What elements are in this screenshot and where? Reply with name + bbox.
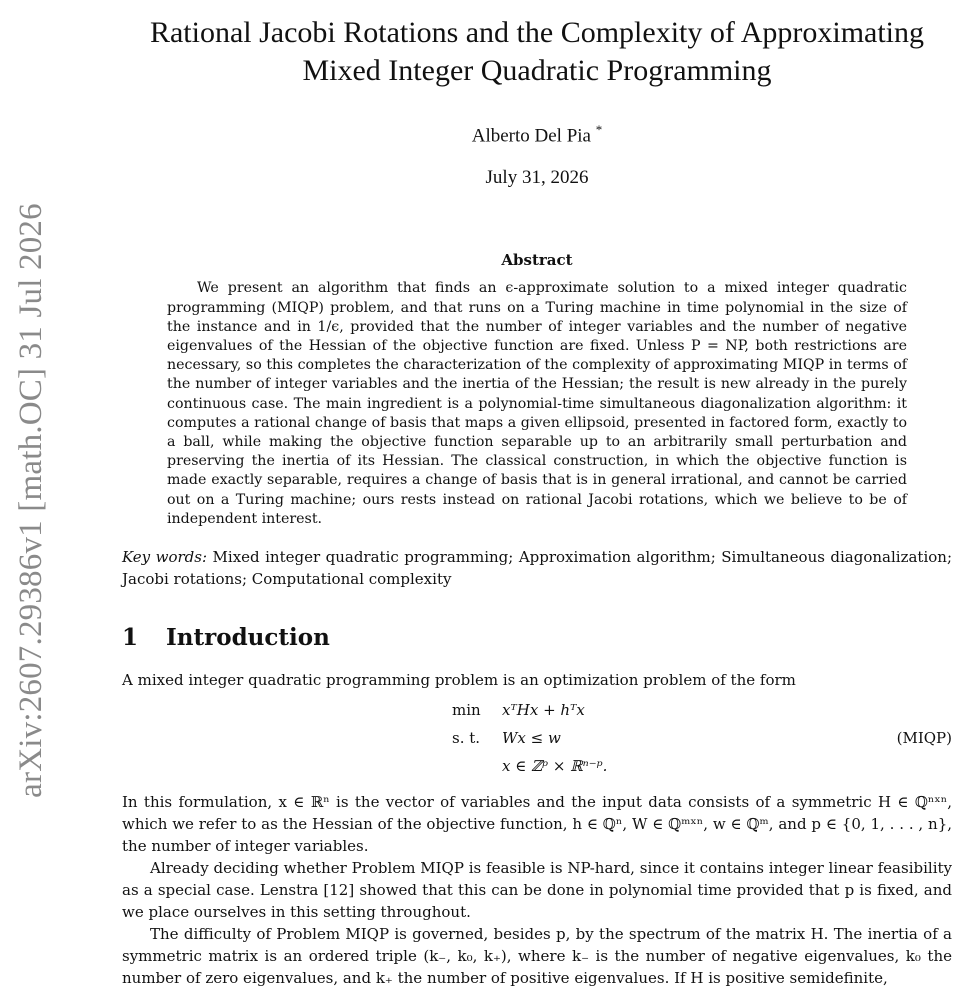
keywords xyxy=(122,546,952,590)
paper-date: July 31, 2026 xyxy=(485,167,589,189)
problem-label-min: min xyxy=(452,700,481,719)
title-line-1: Rational Jacobi Rotations and the Complexity of Approximating xyxy=(149,16,925,49)
title-line-2: Mixed Integer Quadratic Programming xyxy=(302,54,772,87)
paper-page xyxy=(122,0,952,989)
problem-domain: x ∈ ℤᵖ × ℝⁿ⁻ᵖ. xyxy=(502,756,608,775)
intro-paragraph-1: A mixed integer quadratic programming problem is an optimization problem of the form xyxy=(122,670,796,689)
problem-row-objective xyxy=(452,701,585,719)
problem-label-st: s. t. xyxy=(452,728,481,747)
problem-row-constraint xyxy=(452,729,561,747)
keywords-text: Mixed integer quadratic programming; Approximation algorithm; Simultaneous diagonalization; Jacobi rotations; Computational complexity xyxy=(122,547,953,588)
problem-constraint: Wx ≤ w xyxy=(502,728,561,747)
section-number: 1 xyxy=(122,623,139,651)
author-footnote-mark: * xyxy=(595,122,603,137)
intro-paragraph-4: The difficulty of Problem MIQP is governed, besides p, by the spectrum of the matrix H. The inertia of a symmetric matrix is an ordered triple (k₋, k₀, k₊), where k₋ is the number of negative eigenvalues, k₀ the number of zero eigenvalues, and k₊ the number of positive eigenvalues. If H is positive semidefinite, xyxy=(122,924,952,987)
abstract-heading: Abstract xyxy=(501,251,573,270)
keywords-label: Key words: xyxy=(122,547,208,566)
paper-title xyxy=(122,14,952,90)
miqp-formulation xyxy=(122,701,952,781)
author-line xyxy=(122,122,952,147)
author-name: Alberto Del Pia xyxy=(471,125,591,147)
arxiv-identifier-text: arXiv:2607.29386v1 [math.OC] 31 Jul 2026 xyxy=(12,202,49,798)
intro-paragraph-3: Already deciding whether Problem MIQP is feasible is NP-hard, since it contains integer linear feasibility as a special case. Lenstra [12] showed that this can be done in polynomial time provided that p is fixed, and we place ourselves in this setting throughout. xyxy=(122,858,952,921)
abstract-text: We present an algorithm that finds an ϵ-approximate solution to a mixed integer quadratic programming (MIQP) problem, and that runs on a Turing machine in time polynomial in the size of the instance and in 1/ϵ, provided that the number of integer variables and the number of negative eigenvalues of the Hessian of the objective function are fixed. Unless P = NP, both restrictions are necessary, so this completes the characterization of the complexity of approximating MIQP in terms of the number of integer variables and the inertia of the Hessian; the result is new already in the purely continuous case. The main ingredient is a polynomial-time simultaneous diagonalization algorithm: it computes a rational change of basis that maps a given ellipsoid, presented in factored form, exactly to a ball, while making the objective function separable up to an arbitrarily small perturbation and preserving the inertia of its Hessian. The classical construction, in which the objective function is made exactly separable, requires a change of basis that is in general irrational, and cannot be carried out on a Turing machine; ours rests instead on rational Jacobi rotations, which we believe to be of independent interest. xyxy=(167,280,907,527)
section-title: Introduction xyxy=(166,623,330,651)
equation-tag: (MIQP) xyxy=(896,728,952,747)
intro-paragraph-2: In this formulation, x ∈ ℝⁿ is the vector of variables and the input data consists of a symmetric H ∈ ℚⁿˣⁿ, which we refer to as the Hessian of the objective function, h ∈ ℚⁿ, W ∈ ℚᵐˣⁿ, w ∈ ℚᵐ, and p ∈ {0, 1, . . . , n}, the number of integer variables. xyxy=(122,792,952,855)
problem-objective: xᵀHx + hᵀx xyxy=(502,700,585,719)
problem-row-domain xyxy=(452,757,607,775)
arxiv-identifier xyxy=(6,0,56,1000)
section-heading xyxy=(122,624,952,651)
